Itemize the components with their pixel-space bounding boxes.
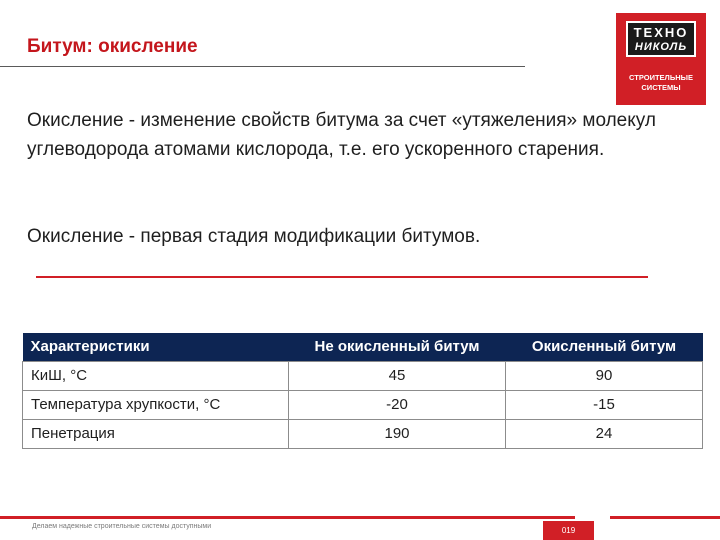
stage-paragraph: Окисление - первая стадия модификации битумов. [27, 226, 481, 247]
non-oxidized-value: 190 [289, 419, 506, 448]
oxidized-value: -15 [506, 390, 703, 419]
oxidized-value: 24 [506, 419, 703, 448]
properties-table [22, 333, 703, 449]
non-oxidized-value: 45 [289, 361, 506, 390]
title-divider [0, 66, 525, 67]
header-non-oxidized: Не окисленный битум [289, 333, 506, 361]
row-label: Температура хрупкости, °С [23, 390, 289, 419]
table-row [23, 419, 703, 448]
non-oxidized-value: -20 [289, 390, 506, 419]
table-row [23, 361, 703, 390]
oxidized-value: 90 [506, 361, 703, 390]
header-oxidized: Окисленный битум [506, 333, 703, 361]
header-characteristics: Характеристики [23, 333, 289, 361]
table-header-row [23, 333, 703, 361]
logo-subtitle-2: СИСТЕМЫ [641, 83, 681, 92]
page-number: 019 [543, 521, 594, 540]
logo-line-2: НИКОЛЬ [634, 41, 688, 53]
footer-rule-left [0, 516, 575, 519]
slide-title: Битум: окисление [27, 36, 198, 57]
table-row [23, 390, 703, 419]
definition-paragraph: Окисление - изменение свойств битума за счет «утяжеления» молекул углеводорода атомами кислорода, т.е. его ускоренного старения. [27, 110, 656, 160]
logo-line-1: ТЕХНО [633, 25, 689, 40]
section-divider [36, 276, 648, 278]
logo-subtitle-1: СТРОИТЕЛЬНЫЕ [629, 73, 693, 82]
footer-rule-right [610, 516, 720, 519]
footer-slogan: Делаем надежные строительные системы доступными [32, 523, 212, 530]
row-label: Пенетрация [23, 419, 289, 448]
company-logo [616, 13, 706, 105]
logo-wordmark-box [626, 21, 696, 57]
row-label: КиШ, °С [23, 361, 289, 390]
